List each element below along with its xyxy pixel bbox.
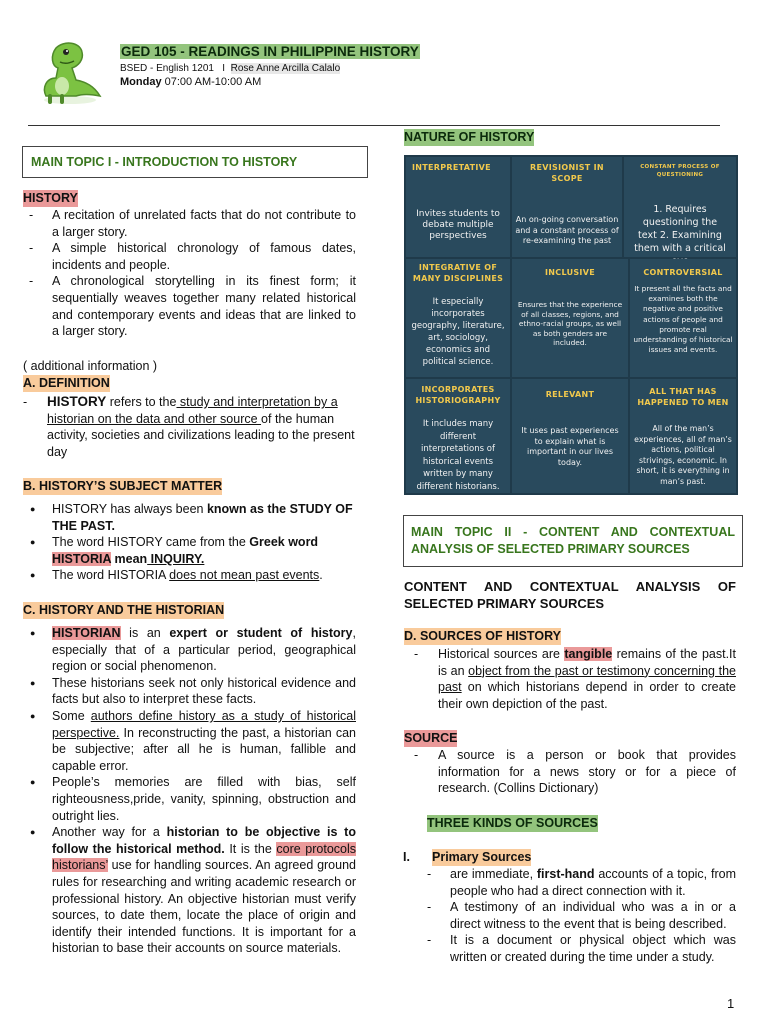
primary-sources-heading: Primary Sources [432,850,532,864]
subject-matter-heading: B. HISTORY’S SUBJECT MATTER [23,479,223,493]
course-title: GED 105 - READINGS IN PHILIPPINE HISTORY [121,44,419,59]
time: 07:00 AM-10:00 AM [164,76,262,88]
main-topic-1-box: MAIN TOPIC I - INTRODUCTION TO HISTORY [22,146,368,178]
source-heading: SOURCE [404,731,458,745]
history-list [52,207,356,340]
three-kinds-heading: THREE KINDS OF SOURCES [427,816,598,830]
definition-heading: A. DEFINITION [23,376,110,390]
list-item: ● The word HISTORIA does not mean past events. [52,567,356,584]
nature-cell: INTEGRATIVE OF MANY DISCIPLINES It especially incorporates geography, literature, art, sociology, economics and political science. [406,259,510,377]
list-item: - A chronological storytelling in its finest form; it sequentially weaves together many related historical and contemporary events and ideas that are linked to a larger story. [52,273,356,339]
main-topic-2-box: MAIN TOPIC II - CONTENT AND CONTEXTUAL ANALYSIS OF SELECTED PRIMARY SOURCES [403,515,743,567]
nature-of-history-grid [404,155,738,495]
content-analysis-heading: CONTENT AND CONTEXTUAL ANALYSIS OF SELECTED PRIMARY SOURCES [404,579,736,611]
list-item: ● Another way for a historian to be objective is to follow the historical method. It is the core protocols historians’ use for handling sources. An agreed ground rules for researching and writing academic research or professional history. An objective historian must verify sources, to date them, locate the place of origin and identify their intended functions. It is important for a historian to base their accounts on source materials. [52,824,356,957]
historian-list [52,625,356,957]
dash: - [414,647,419,661]
list-item: - A simple historical chronology of famous dates, incidents and people. [52,240,356,273]
definition-text: HISTORY refers to the study and interpretation by a historian on the data and other source of the human activity, societies and civilizations leading to the present day [47,394,355,459]
additional-info: ( additional information ) [23,359,158,373]
primary-sources-list [450,866,736,966]
roman-numeral: I. [403,850,410,864]
list-item: ● HISTORIAN is an expert or student of history, especially that of a particular period, geographical region or social phenomenon. [52,625,356,675]
list-item: ● The word HISTORY came from the Greek word HISTORIA mean INQUIRY. [52,534,356,567]
list-item: ● Some authors define history as a study of historical perspective. In reconstructing the past, a historian can be subjective; after all he is human, fallible and capable error. [52,708,356,774]
nature-cell: INCORPORATES HISTORIOGRAPHY It includes many different interpretations of historical events written by many different historians. [406,379,510,493]
nature-cell: CONTROVERSIAL It present all the facts and examines both the negative and positive actions of people and promote real understanding of historical issues and events. [630,259,736,377]
list-item: ● People’s memories are filled with bias, self righteousness,pride, vanity, spinning, obstruction and outright lies. [52,774,356,824]
nature-cell: CONSTANT PROCESS OF QUESTIONING 1. Requires questioning the text 2. Examining them with a critical [624,157,736,257]
page-number: 1 [727,996,735,1011]
day: Monday [120,76,162,88]
list-item: - are immediate, first-hand accounts of a topic, from people who had a direct connection with it. [450,866,736,899]
history-heading: HISTORY [23,191,78,205]
dash: - [23,395,28,409]
schedule [120,76,261,89]
student-name: Rose Anne Arcilla Calalo [230,63,341,74]
nature-heading: NATURE OF HISTORY [404,130,535,144]
list-item: - A testimony of an individual who was a in or a direct witness to the event that is being described. [450,899,736,932]
list-item: - A recitation of unrelated facts that do not contribute to a larger story. [52,207,356,240]
nature-cell: REVISIONIST IN SCOPE An on-going conversation and a constant process of re-examining the past [512,157,622,257]
nature-cell: ALL THAT HAS HAPPENED TO MEN All of the man’s experiences, all of man’s actions, political strivings, economic. In short, it is everything in man’s past. [630,379,736,493]
divider [28,125,720,126]
course-subtitle [120,62,340,75]
separator: I [222,63,226,74]
dash: - [414,748,419,762]
historian-heading: C. HISTORY AND THE HISTORIAN [23,603,225,617]
sources-text: Historical sources are tangible remains of the past.It is an object from the past or testimony concerning the past on which historians depend in order to create their own depiction of the past. [438,647,737,711]
list-item: - It is a document or physical object which was written or created during the time under a study. [450,932,736,965]
list-item: ● HISTORY has always been known as the STUDY OF THE PAST. [52,501,356,534]
nature-cell: RELEVANT It uses past experiences to explain what is important in our lives today. [512,379,628,493]
dinosaur-sticker-icon [36,38,106,106]
sources-heading: D. SOURCES OF HISTORY [404,629,561,643]
nature-cell: INCLUSIVE Ensures that the experience of all classes, regions, and ethno-racial groups, as well as both genders are included. [512,259,628,377]
subject-matter-list [52,501,356,584]
program: BSED - English 1201 [120,63,214,74]
list-item: ● These historians seek not only historical evidence and facts but also to interpret these facts. [52,675,356,708]
nature-cell: INTERPRETATIVE Invites students to debate multiple perspectives [406,157,510,257]
source-definition: A source is a person or book that provides information for a news story or for a piece of research. (Collins Dictionary) [438,748,736,796]
